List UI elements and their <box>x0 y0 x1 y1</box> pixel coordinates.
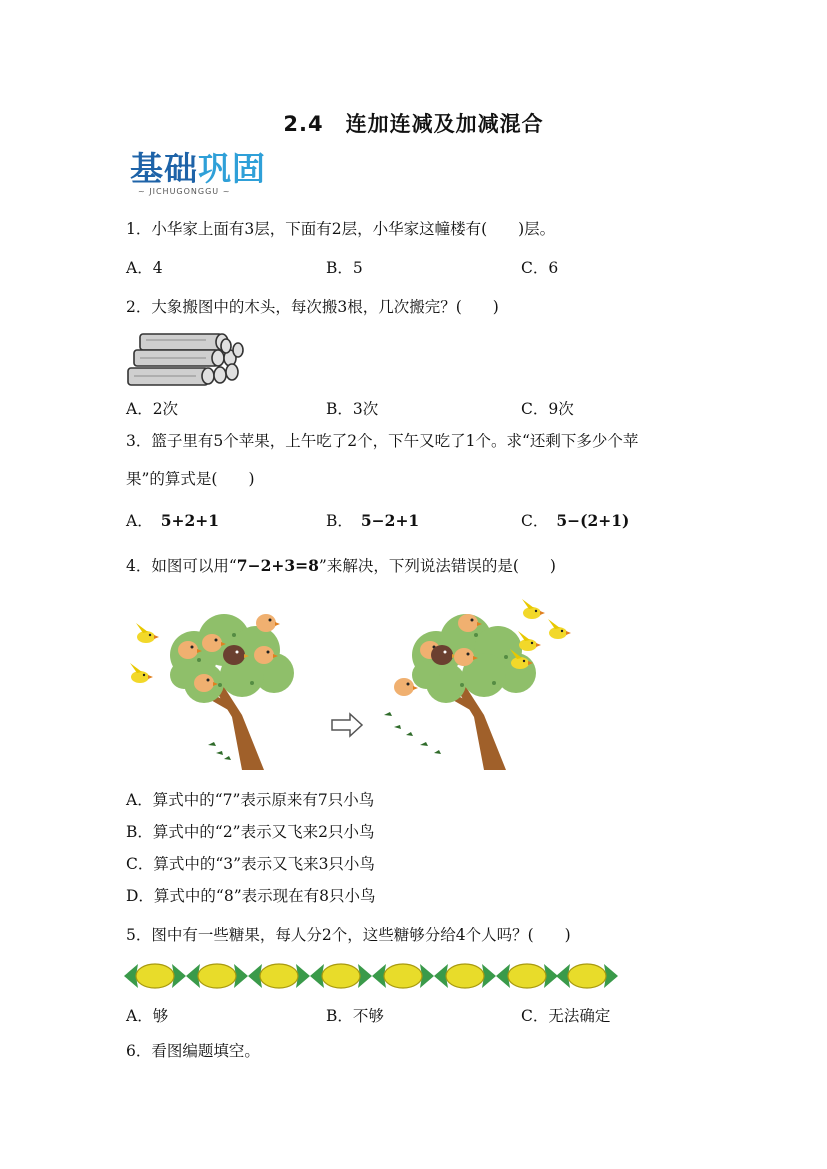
q4-option-c: C．算式中的“3”表示又飞来3只小鸟 <box>126 855 375 873</box>
q3-option-a: A． 5+2+1 <box>126 511 220 530</box>
birds-tree-image <box>124 595 584 775</box>
question-3-text-line1: 3．篮子里有5个苹果，上午吃了2个，下午又吃了1个。求“还剩下多少个苹 <box>126 432 639 450</box>
q4-option-a: A．算式中的“7”表示原来有7只小鸟 <box>126 791 375 809</box>
question-4-text: 4．如图可以用“7−2+3=8”来解决，下列说法错误的是( ) <box>126 556 556 575</box>
q5-option-b: B．不够 <box>326 1007 384 1025</box>
q4-option-d: D．算式中的“8”表示现在有8只小鸟 <box>126 887 376 905</box>
q1-option-b: B．5 <box>326 259 363 277</box>
q2-option-a: A．2次 <box>126 400 179 418</box>
q2-option-b: B．3次 <box>326 400 379 418</box>
q1-option-a: A．4 <box>126 259 163 277</box>
page-title: 2.4 连加连减及加减混合 <box>283 112 544 136</box>
question-2-text: 2．大象搬图中的木头，每次搬3根，几次搬完？( ) <box>126 298 499 316</box>
q3-option-c: C． 5−(2+1) <box>521 511 630 530</box>
q5-option-a: A．够 <box>126 1007 169 1025</box>
q3-option-b: B． 5−2+1 <box>326 511 420 530</box>
question-6-text: 6．看图编题填空。 <box>126 1042 260 1060</box>
question-3-text-line2: 果”的算式是( ) <box>126 470 255 488</box>
badge-subtitle: ~ JICHUGONGGU ~ <box>138 187 231 196</box>
q4-option-b: B．算式中的“2”表示又飞来2只小鸟 <box>126 823 375 841</box>
q2-option-c: C．9次 <box>521 400 574 418</box>
badge-logo: 基础巩固 <box>130 149 266 188</box>
question-5-text: 5．图中有一些糖果，每人分2个，这些糖够分给4个人吗？( ) <box>126 926 571 944</box>
question-1-text: 1．小华家上面有3层，下面有2层，小华家这幢楼有( )层。 <box>126 220 556 238</box>
q1-option-c: C．6 <box>521 259 559 277</box>
section-badge <box>130 150 275 196</box>
logs-image <box>126 330 246 390</box>
candies-image <box>124 958 618 994</box>
q5-option-c: C．无法确定 <box>521 1007 611 1025</box>
